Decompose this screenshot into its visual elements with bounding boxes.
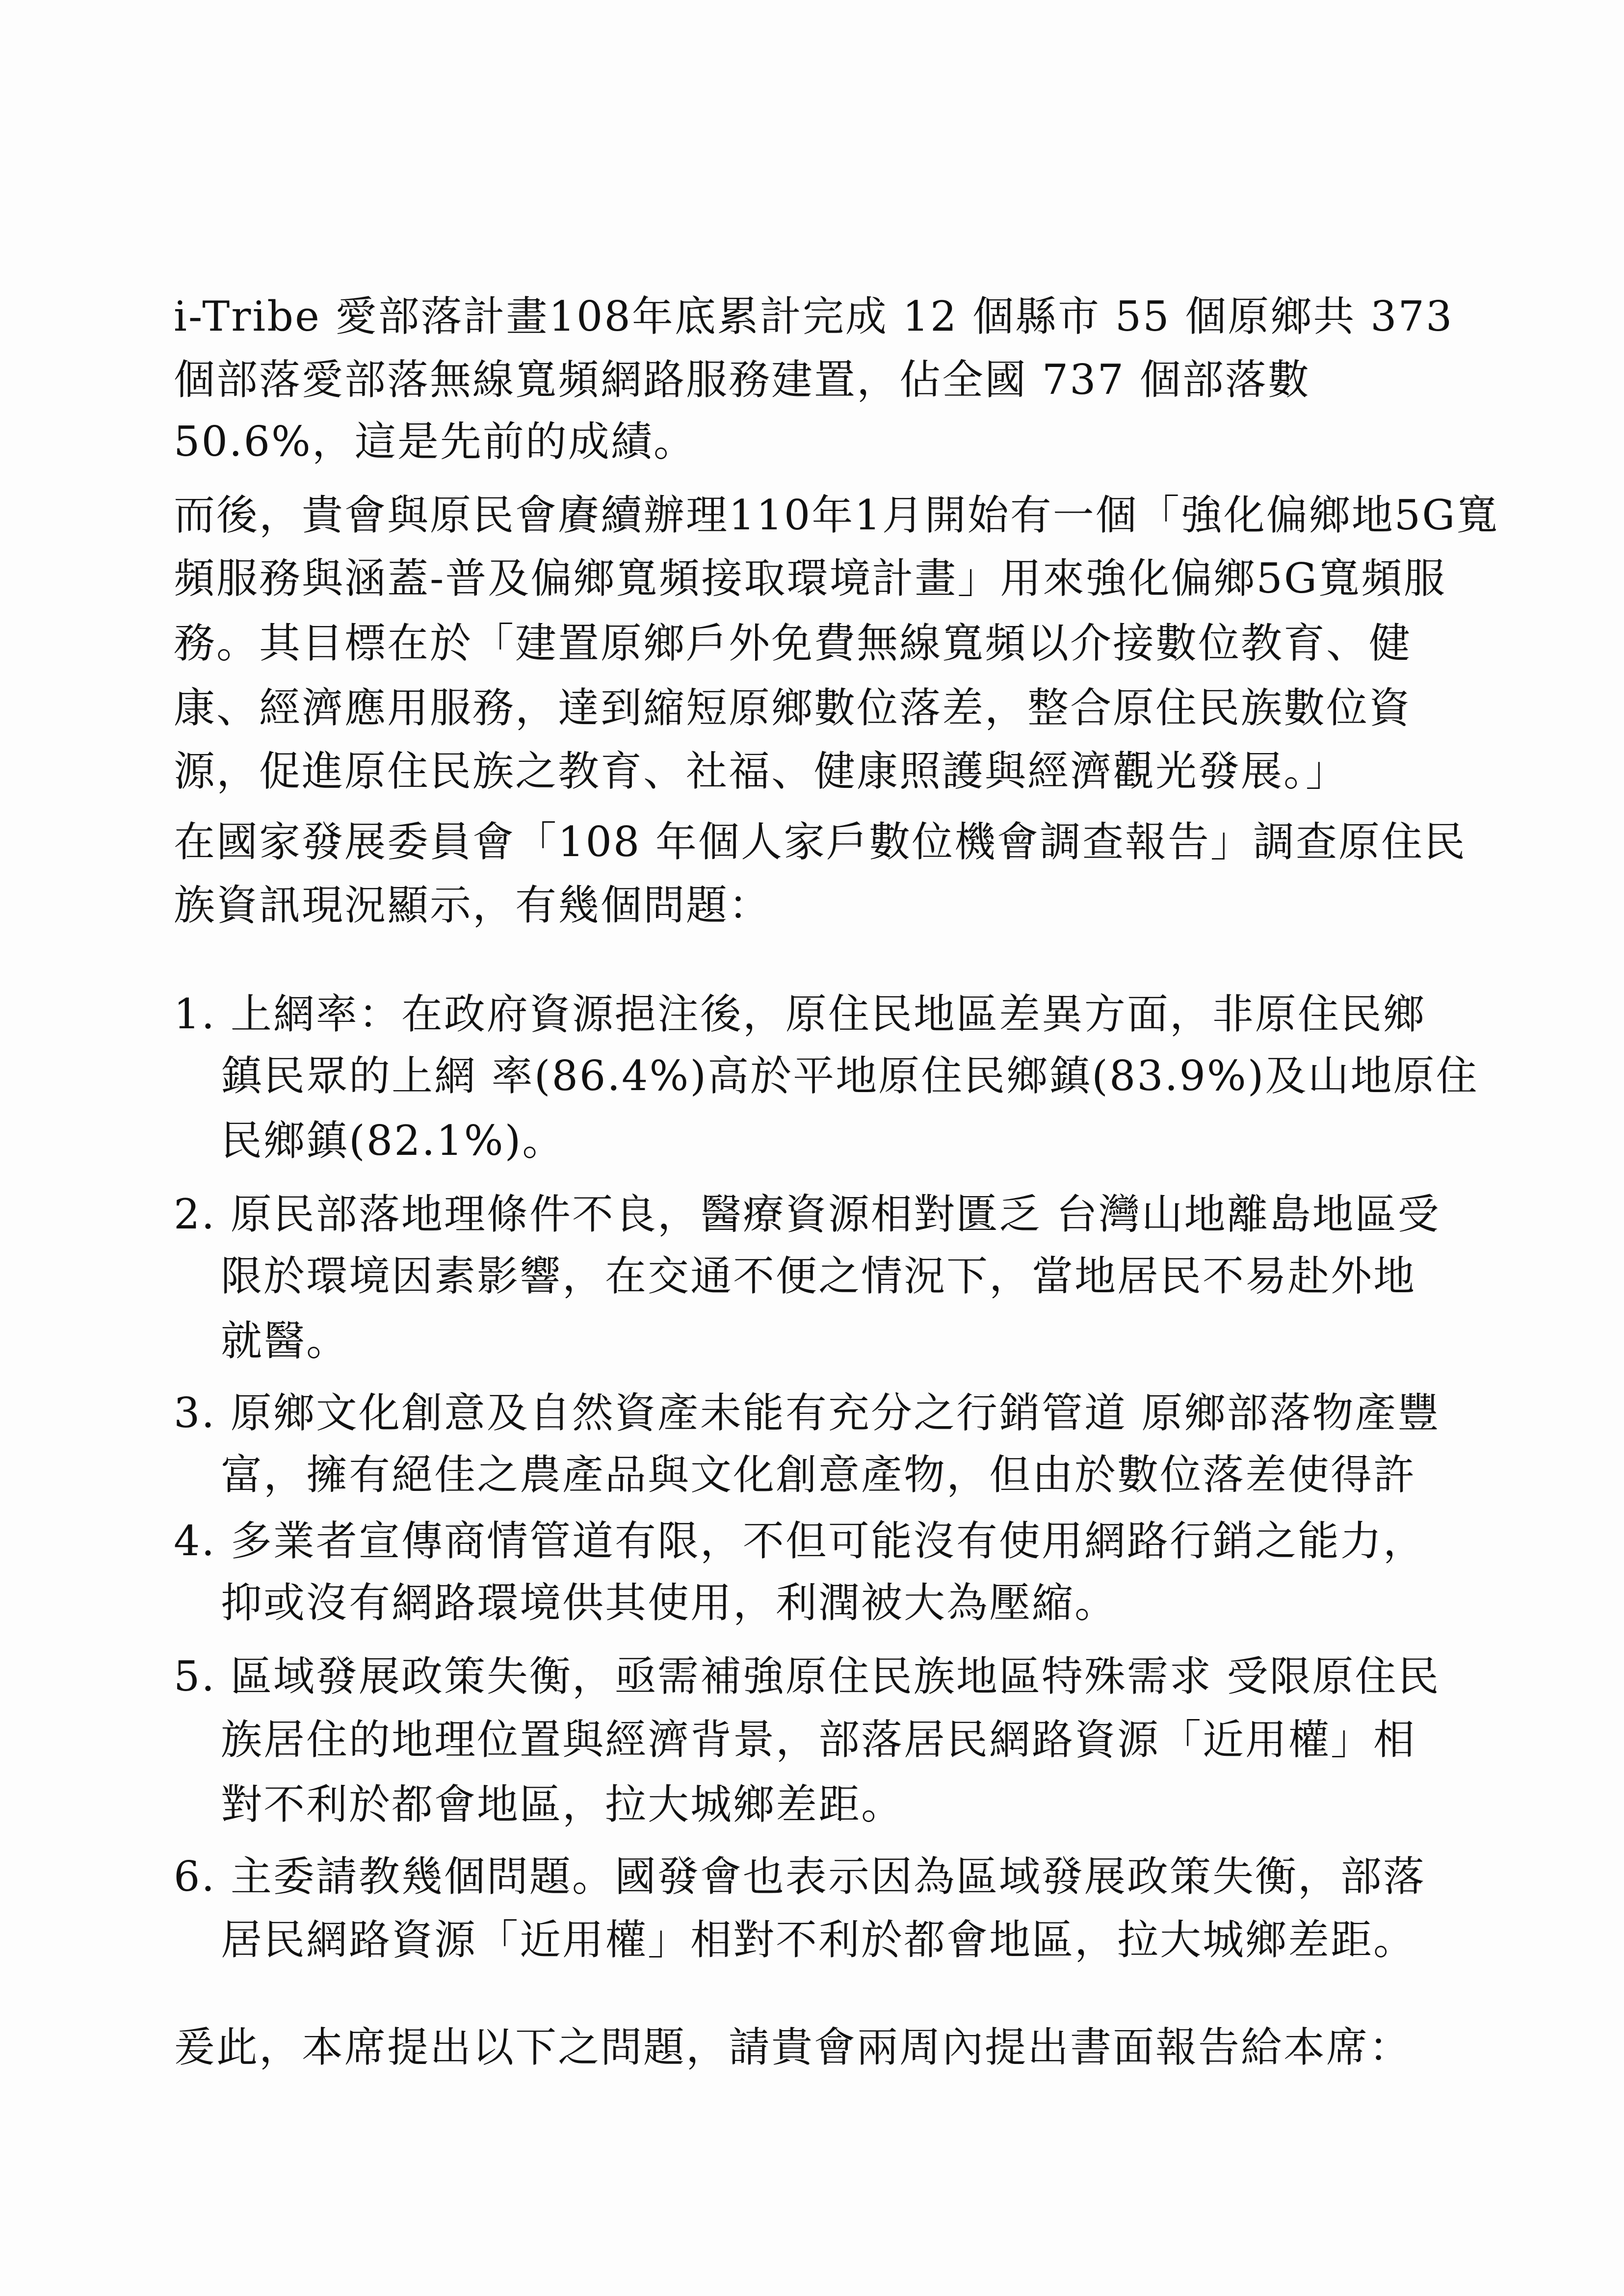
text-line: 而後，貴會與原民會賡續辦理110年1月開始有一個「強化偏鄉地5G寬: [174, 491, 1499, 539]
text-line: 鎮民眾的上網 率(86.4%)高於平地原住民鄉鎮(83.9%)及山地原住: [221, 1052, 1479, 1100]
text-line: 族居住的地理位置與經濟背景，部落居民網路資源「近用權」相: [221, 1716, 1416, 1764]
text-line: 6. 主委請教幾個問題。國發會也表示因為區域發展政策失衡，部落: [174, 1852, 1426, 1901]
text-line: 源，促進原住民族之教育、社福、健康照護與經濟觀光發展。」: [174, 747, 1349, 795]
text-line: 就醫。: [221, 1317, 349, 1365]
text-line: 康、經濟應用服務，達到縮短原鄉數位落差，整合原住民族數位資: [174, 684, 1412, 732]
text-line: 5. 區域發展政策失衡，亟需補強原住民族地區特殊需求 受限原住民: [174, 1652, 1441, 1700]
text-line: 抑或沒有網路環境供其使用，利潤被大為壓縮。: [221, 1579, 1118, 1627]
text-line: 1. 上網率：在政府資源挹注後，原住民地區差異方面，非原住民鄉: [174, 990, 1426, 1038]
text-line: 2. 原民部落地理條件不良，醫療資源相對匱乏 台灣山地離島地區受: [174, 1190, 1441, 1238]
text-line: 個部落愛部落無線寬頻網路服務建置，佔全國 737 個部落數: [174, 356, 1310, 404]
text-line: 50.6%，這是先前的成績。: [174, 417, 696, 466]
text-line: 頻服務與涵蓋-普及偏鄉寬頻接取環境計畫」用來強化偏鄉5G寬頻服: [174, 554, 1446, 602]
text-line: 在國家發展委員會「108 年個人家戶數位機會調查報告」調查原住民: [174, 818, 1467, 866]
text-line: 4. 多業者宣傳商情管道有限，不但可能沒有使用網路行銷之能力，: [174, 1517, 1426, 1565]
closing-paragraph: 爰此，本席提出以下之問題，請貴會兩周內提出書面報告給本席：: [174, 2023, 1412, 2071]
text-line: 3. 原鄉文化創意及自然資產未能有充分之行銷管道 原鄉部落物產豐: [174, 1389, 1441, 1437]
text-line: 限於環境因素影響，在交通不便之情況下，當地居民不易赴外地: [221, 1252, 1416, 1300]
text-line: 民鄉鎮(82.1%)。: [221, 1117, 565, 1165]
text-line: 族資訊現況顯示，有幾個問題：: [174, 881, 772, 929]
text-line: 務。其目標在於「建置原鄉戶外免費無線寬頻以介接數位教育、健: [174, 619, 1412, 667]
text-line: 對不利於都會地區，拉大城鄉差距。: [221, 1780, 904, 1828]
text-line: 居民網路資源「近用權」相對不利於都會地區，拉大城鄉差距。: [221, 1916, 1416, 1964]
text-line: i-Tribe 愛部落計畫108年底累計完成 12 個縣市 55 個原鄉共 373: [174, 292, 1454, 340]
text-line: 富，擁有絕佳之農產品與文化創意產物，但由於數位落差使得許: [221, 1451, 1416, 1499]
